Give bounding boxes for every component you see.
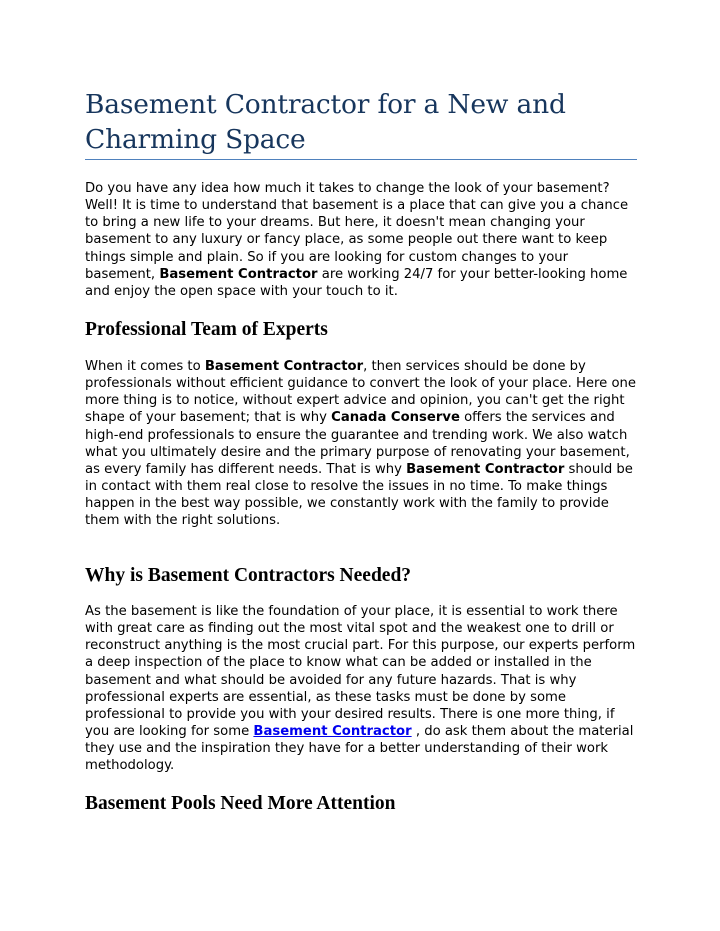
intro-text-before: Do you have any idea how much it takes to change the look of your basement? Well! It is time to understand that basement is a place that can give you a chance to bring a new life to your dreams. But here, it doesn't mean changing your basement to any luxury or fancy place, as some people out there want to keep things simple and plain. So if you are looking for custom changes to your basement, [85, 181, 629, 282]
section1-text-1: When it comes to [85, 359, 205, 374]
intro-bold-basement-contractor: Basement Contractor [159, 266, 318, 282]
why-needed-paragraph [85, 603, 637, 775]
document-title [85, 87, 637, 157]
title-line-2: Charming Space [85, 124, 306, 155]
section2-text-1: As the basement is like the foundation of your place, it is essential to work there with great care as finding out the most vital spot and the weakest one to drill or reconstruct anything is the most crucial part. For this purpose, our experts perform a deep inspection of the place to know what can be added or installed in the basement and what should be avoided for any future hazards. That is why professional experts are essential, as these tasks must be done by some professional to provide you with your desired results. There is one more thing, if you are looking for some [85, 604, 636, 740]
heading-professional-team: Professional Team of Experts [85, 319, 328, 340]
title-line-1: Basement Contractor for a New and [85, 89, 566, 120]
section1-text-4: should be in contact with them real close to resolve the issues in no time. To make things happen in the best way possible, we constantly work with the family to provide them with the right solutions. [85, 461, 633, 529]
intro-paragraph [85, 180, 637, 300]
heading-why-needed: Why is Basement Contractors Needed? [85, 565, 412, 586]
section1-bold-2: Basement Contractor [406, 461, 565, 477]
title-underline-rule [85, 159, 637, 160]
section1-bold-1: Basement Contractor [204, 359, 364, 374]
basement-contractor-link[interactable]: Basement Contractor [253, 724, 412, 740]
heading-basement-pools: Basement Pools Need More Attention [85, 793, 396, 814]
section1-text-2: , then services should be done by professionals without efficient guidance to convert the look of your place. Here one more thing is to notice, without expert advice and opinion, you can't get the right shape of your basement; that is why [85, 359, 636, 426]
section2-text-2: , do ask them about the material they use and the inspiration they have for a better understanding of their work methodology. [85, 724, 634, 774]
professional-team-paragraph [85, 358, 637, 530]
intro-text-after: are working 24/7 for your better-looking home and enjoy the open space with your touch to it. [85, 266, 628, 299]
section1-text-3: offers the services and high-end professionals to ensure the guarantee and trending work. We also watch what you ultimately desire and the primary purpose of renovating your basement, as every family has different needs. That is why [85, 410, 630, 477]
section1-bold-canada-conserve: Canada Conserve [331, 410, 460, 426]
